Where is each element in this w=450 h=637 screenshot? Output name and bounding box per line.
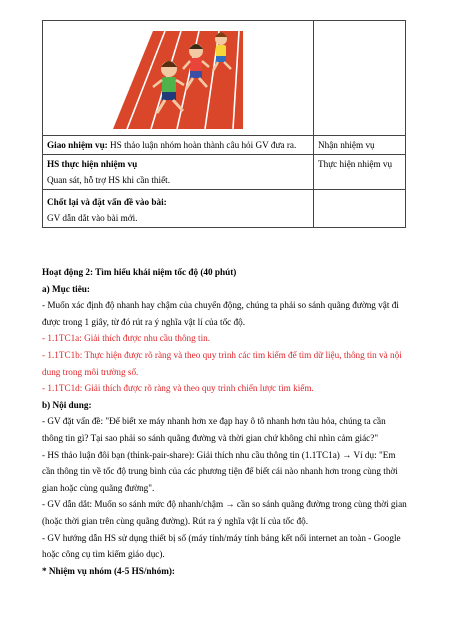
row1-label: Giao nhiệm vụ:: [47, 140, 108, 150]
objective-text: - Muốn xác định độ nhanh hay chậm của chuyển động, chúng ta phải so sánh quãng đường vật đi được trong 1 giây, từ đó rút ra ý nghĩa vật lí của tốc độ.: [42, 300, 399, 327]
competency-item: - 1.1TC1d: Giải thích được rõ ràng và theo quy trình chiến lược tìm kiếm.: [42, 383, 314, 394]
activity-heading: Hoạt động 2: Tìm hiểu khái niệm tốc độ (40 phút): [42, 267, 237, 277]
table-row: [43, 21, 406, 136]
row3-right: [314, 190, 406, 228]
activity-section: [42, 264, 408, 579]
row1-text: HS thảo luận nhóm hoàn thành câu hỏi GV đưa ra.: [107, 140, 297, 150]
lesson-table: [42, 20, 406, 228]
table-row: [43, 155, 406, 190]
content-item: - HS thảo luận đôi bạn (think-pair-share): Giải thích nhu cầu thông tin (1.1TC1a) → Ví dụ: "Em cần thông tin về tốc độ trung bình của các phương tiện để biết cái nào nhanh hơn trong cùng thời gian hoặc cùng quãng đường".: [42, 449, 398, 493]
content-item: - GV đặt vấn đề: "Để biết xe máy nhanh hơn xe đạp hay ô tô nhanh hơn tàu hỏa, chúng ta cần thông tin gì? Tại sao phải so sánh quãng đường và thời gian chứ không chỉ nhìn cảm giác?": [42, 416, 386, 443]
row3-label: Chốt lại và đặt vấn đề vào bài:: [47, 197, 167, 207]
content-item: - GV hướng dẫn HS sử dụng thiết bị số (máy tính/máy tính bảng kết nối internet an toàn - Google hoặc công cụ tìm kiếm giáo dục).: [42, 532, 401, 560]
task-heading: * Nhiệm vụ nhóm (4-5 HS/nhóm):: [42, 565, 175, 576]
objective-heading: a) Mục tiêu:: [42, 283, 90, 294]
table-row: [43, 136, 406, 155]
competency-item: - 1.1TC1b: Thực hiện được rõ ràng và theo quy trình các tìm kiếm để tìm dữ liệu, thông tin và nội dung trong môi trường số.: [42, 349, 402, 377]
row2-left: [43, 155, 314, 190]
competency-item: - 1.1TC1a: Giải thích được nhu cầu thông tin.: [42, 333, 211, 344]
row2-right: Thực hiện nhiệm vụ: [314, 155, 406, 190]
row2-label: HS thực hiện nhiệm vụ: [47, 159, 138, 169]
content-item: - GV dẫn dắt: Muốn so sánh mức độ nhanh/chậm → cần so sánh quãng đường trong cùng thời gian (hoặc thời gian trên cùng quãng đường). Rút ra ý nghĩa vật lí của tốc độ.: [42, 499, 407, 526]
image-cell: [43, 21, 314, 136]
table-row: [43, 190, 406, 228]
row1-right: Nhận nhiệm vụ: [314, 136, 406, 155]
content-heading: b) Nội dung:: [42, 399, 92, 410]
image-cell-right: [314, 21, 406, 136]
row3-left: [43, 190, 314, 228]
row1-left: [43, 136, 314, 155]
running-children-illustration: [113, 25, 243, 129]
row3-text: GV dẫn dắt vào bài mới.: [47, 213, 138, 223]
row2-text: Quan sát, hỗ trợ HS khi cần thiết.: [47, 175, 170, 185]
